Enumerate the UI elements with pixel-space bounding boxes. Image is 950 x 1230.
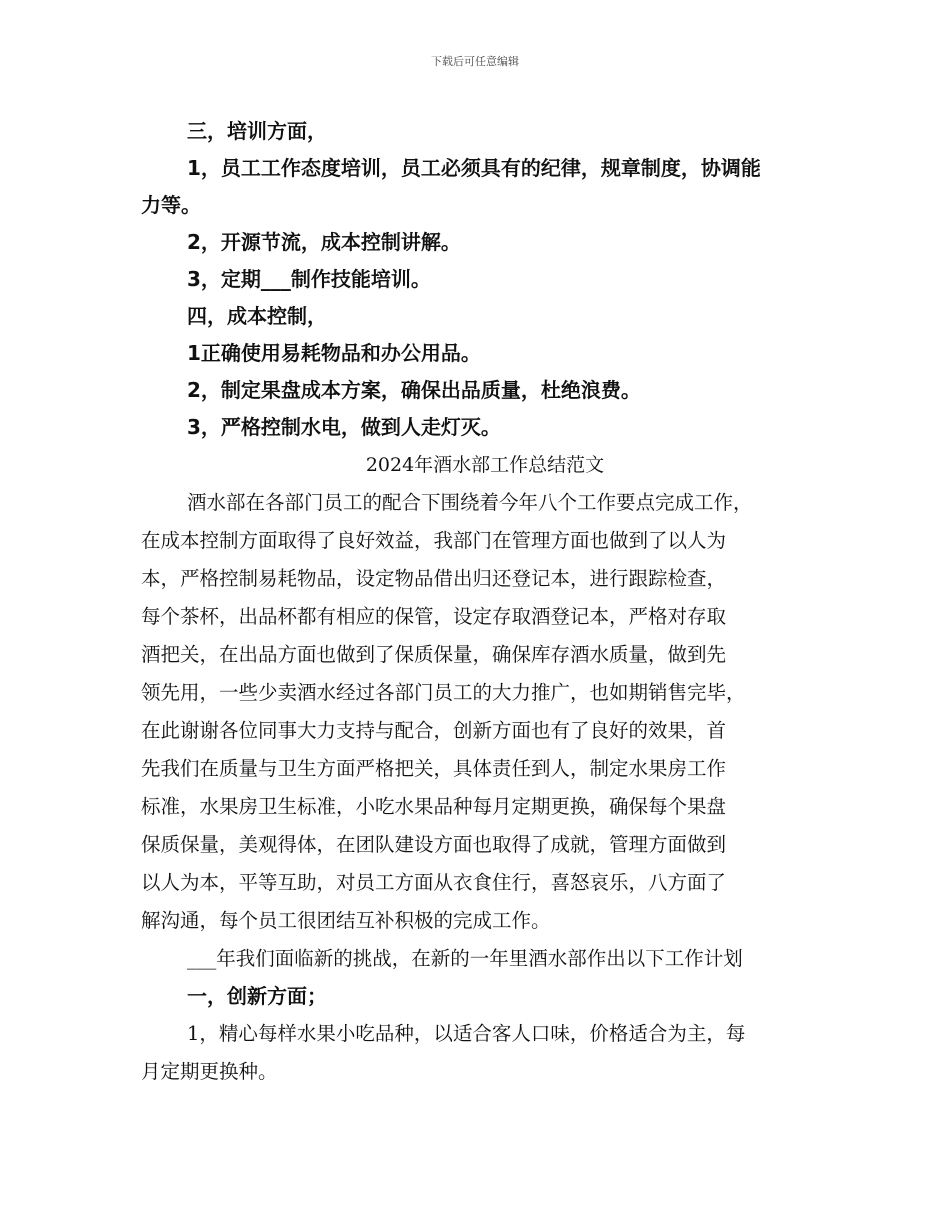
- paragraph-1-line: 在此谢谢各位同事大力支持与配合，创新方面也有了良好的效果，首: [141, 719, 727, 742]
- cost-item-1: 1正确使用易耗物品和办公用品。: [187, 341, 481, 365]
- cost-item-3: 3，严格控制水电，做到人走灯灭。: [187, 415, 501, 439]
- training-item-2: 2，开源节流，成本控制讲解。: [187, 230, 461, 254]
- document-body: [141, 113, 809, 1091]
- paragraph-1-line: 本，严格控制易耗物品，设定物品借出归还登记本，进行跟踪检查，: [141, 567, 727, 590]
- training-item-1-line-2: 力等。: [141, 193, 201, 217]
- plan-heading-innovation: 一，创新方面；: [187, 984, 327, 1008]
- article-title: 2024年酒水部工作总结范文: [365, 454, 605, 476]
- paragraph-1-line: 先我们在质量与卫生方面严格把关，具体责任到人，制定水果房工作: [141, 757, 727, 780]
- paragraph-2: ___年我们面临新的挑战，在新的一年里酒水部作出以下工作计划: [187, 947, 743, 970]
- section-heading-training: 三，培训方面，: [187, 119, 327, 143]
- plan-item-1-line-1: 1，精心每样水果小吃品种，以适合客人口味，价格适合为主，每: [187, 1022, 746, 1045]
- paragraph-1-line: 在成本控制方面取得了良好效益，我部门在管理方面也做到了以人为: [141, 529, 727, 552]
- paragraph-1-line: 以人为本，平等互助，对员工方面从衣食住行，喜怒哀乐，八方面了: [141, 871, 727, 894]
- training-item-1-line-1: 1，员工工作态度培训，员工必须具有的纪律，规章制度，协调能: [187, 156, 761, 180]
- paragraph-1-line: 酒水部在各部门员工的配合下围绕着今年八个工作要点完成工作，: [187, 491, 753, 514]
- training-item-3: 3，定期___制作技能培训。: [187, 267, 431, 291]
- section-heading-cost: 四，成本控制，: [187, 304, 327, 328]
- page-header: 下载后可任意编辑: [431, 55, 519, 68]
- cost-item-2: 2，制定果盘成本方案，确保出品质量，杜绝浪费。: [187, 378, 641, 402]
- paragraph-1-line: 领先用，一些少卖酒水经过各部门员工的大力推广，也如期销售完毕，: [141, 681, 746, 704]
- paragraph-1-line: 每个茶杯，出品杯都有相应的保管，设定存取酒登记本，严格对存取: [141, 605, 727, 628]
- paragraph-1-line: 标准，水果房卫生标准，小吃水果品种每月定期更换，确保每个果盘: [141, 795, 727, 818]
- paragraph-1-line: 解沟通，每个员工很团结互补积极的完成工作。: [141, 909, 551, 932]
- paragraph-1-line: 保质保量，美观得体，在团队建设方面也取得了成就，管理方面做到: [141, 833, 727, 856]
- plan-item-1-line-2: 月定期更换种。: [141, 1060, 278, 1083]
- paragraph-1-line: 酒把关，在出品方面也做到了保质保量，确保库存酒水质量，做到先: [141, 643, 727, 666]
